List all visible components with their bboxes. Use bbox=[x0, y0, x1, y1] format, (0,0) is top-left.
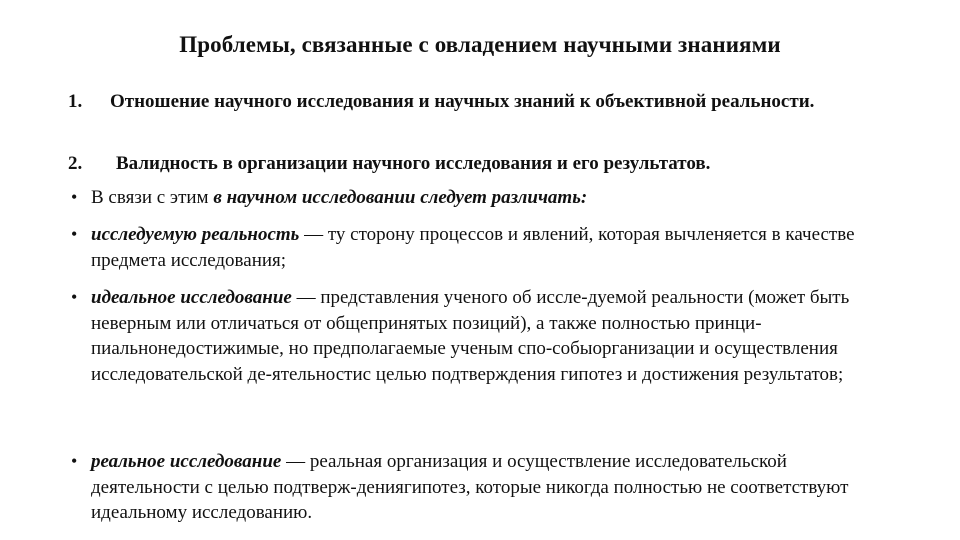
bullet-text bbox=[91, 285, 888, 387]
numbered-item-2 bbox=[68, 151, 888, 177]
bullet-text bbox=[91, 222, 888, 273]
bullet-icon: • bbox=[71, 187, 78, 207]
bullet-item-1 bbox=[68, 185, 888, 211]
bullet-emphasis: в научном исследовании следует различать: bbox=[213, 187, 588, 208]
numbered-item-text: Валидность в организации научного исследования и его результатов. bbox=[116, 153, 711, 174]
bullet-icon: • bbox=[71, 451, 78, 471]
bullet-prefix: В связи с этим bbox=[91, 187, 214, 208]
bullet-item-3 bbox=[68, 285, 888, 387]
bullet-item-2 bbox=[68, 222, 888, 273]
bullet-icon: • bbox=[71, 287, 78, 307]
bullet-rest: — ту сторону процессов и явлений, которая вычленяется в качестве предмета исследования; bbox=[91, 224, 855, 271]
bullet-text bbox=[91, 449, 888, 526]
slide-title: Проблемы, связанные с овладением научными знаниями bbox=[179, 32, 781, 57]
bullet-rest: — представления ученого об иссле-дуемой реальности (может быть неверным или отличаться от общепринятых позиций), а также полностью принци-пиальнонедостижимые, но предполагаемые ученым спо-собыорганизации и осуществления исследовательской де-ятельностис целью подтверждения гипотез и достижения результатов; bbox=[91, 287, 850, 385]
bullet-emphasis: реальное исследование bbox=[91, 451, 282, 472]
numbered-item-text: Отношение научного исследования и научных знаний к объективной реальности. bbox=[110, 91, 815, 112]
bullet-text bbox=[91, 185, 888, 211]
bullet-item-4 bbox=[68, 449, 888, 526]
numbered-item-1 bbox=[68, 89, 888, 115]
bullet-emphasis: идеальное исследование bbox=[91, 287, 292, 308]
number-marker: 1. bbox=[68, 91, 83, 112]
bullet-icon: • bbox=[71, 224, 78, 244]
bullet-rest: — реальная организация и осуществление исследовательской деятельности с целью подтверж-дениягипотез, которые никогда полностью не соответствуют идеальному исследованию. bbox=[91, 451, 849, 524]
bullet-emphasis: исследуемую реальность bbox=[91, 224, 300, 245]
number-marker: 2. bbox=[68, 153, 83, 174]
